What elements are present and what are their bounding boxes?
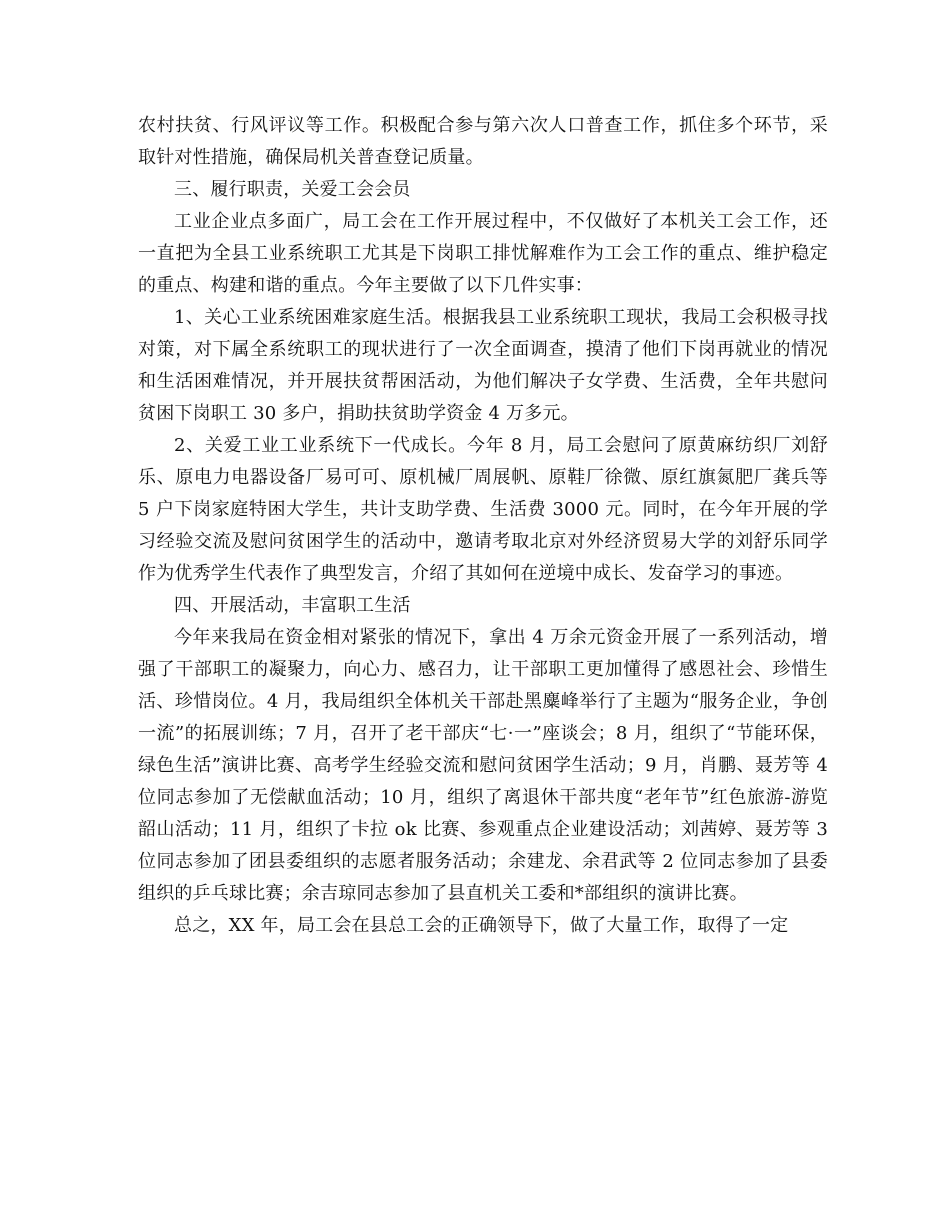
document-body (138, 110, 828, 942)
paragraph-continuation: 农村扶贫、行风评议等工作。积极配合参与第六次人口普查工作，抓住多个环节，采取针对性措施，确保局机关普查登记质量。 (138, 115, 828, 168)
paragraph-item-2: 2、关爱工业工业系统下一代成长。今年 8 月，局工会慰问了原黄麻纺织厂刘舒乐、原电力电器设备厂易可可、原机械厂周展帆、原鞋厂徐微、原红旗氮肥厂龚兵等 5 户下岗家庭特困大学生，共计支助学费、生活费 3000 元。同时，在今年开展的学习经验交流及慰问贫困学生的活动中，邀请考取北京对外经济贸易大学的刘舒乐同学作为优秀学生代表作了典型发言，介绍了其如何在逆境中成长、发奋学习的事迹。 (138, 435, 828, 584)
paragraph-activities: 今年来我局在资金相对紧张的情况下，拿出 4 万余元资金开展了一系列活动，增强了干部职工的凝聚力，向心力、感召力，让干部职工更加懂得了感恩社会、珍惜生活、珍惜岗位。4 月，我局组织全体机关干部赴黑麋峰举行了主题为“服务企业，争创一流”的拓展训练；7 月，召开了老干部庆“七·一”座谈会；8 月，组织了“节能环保，绿色生活”演讲比赛、高考学生经验交流和慰问贫困学生活动；9 月，肖鹏、聂芳等 4 位同志参加了无偿献血活动；10 月，组织了离退休干部共度“老年节”红色旅游-游览韶山活动；11 月，组织了卡拉 ok 比赛、参观重点企业建设活动；刘茜婷、聂芳等 3 位同志参加了团县委组织的志愿者服务活动；余建龙、余君武等 2 位同志参加了县委组织的乒乓球比赛；余吉琼同志参加了县直机关工委和*部组织的演讲比赛。 (138, 627, 828, 904)
section-heading-4: 四、开展活动，丰富职工生活 (174, 595, 411, 616)
paragraph-union-overview: 工业企业点多面广，局工会在工作开展过程中，不仅做好了本机关工会工作，还一直把为全县工业系统职工尤其是下岗职工排忧解难作为工会工作的重点、维护稳定的重点、构建和谐的重点。今年主要做了以下几件实事： (138, 211, 828, 296)
paragraph-summary: 总之，XX 年，局工会在县总工会的正确领导下，做了大量工作，取得了一定 (174, 915, 789, 936)
section-heading-3: 三、履行职责，关爱工会会员 (174, 179, 411, 200)
paragraph-item-1: 1、关心工业系统困难家庭生活。根据我县工业系统职工现状，我局工会积极寻找对策，对下属全系统职工的现状进行了一次全面调查，摸清了他们下岗再就业的情况和生活困难情况，并开展扶贫帮困活动，为他们解决子女学费、生活费，全年共慰问贫困下岗职工 30 多户，捐助扶贫助学资金 4 万多元。 (138, 307, 828, 424)
